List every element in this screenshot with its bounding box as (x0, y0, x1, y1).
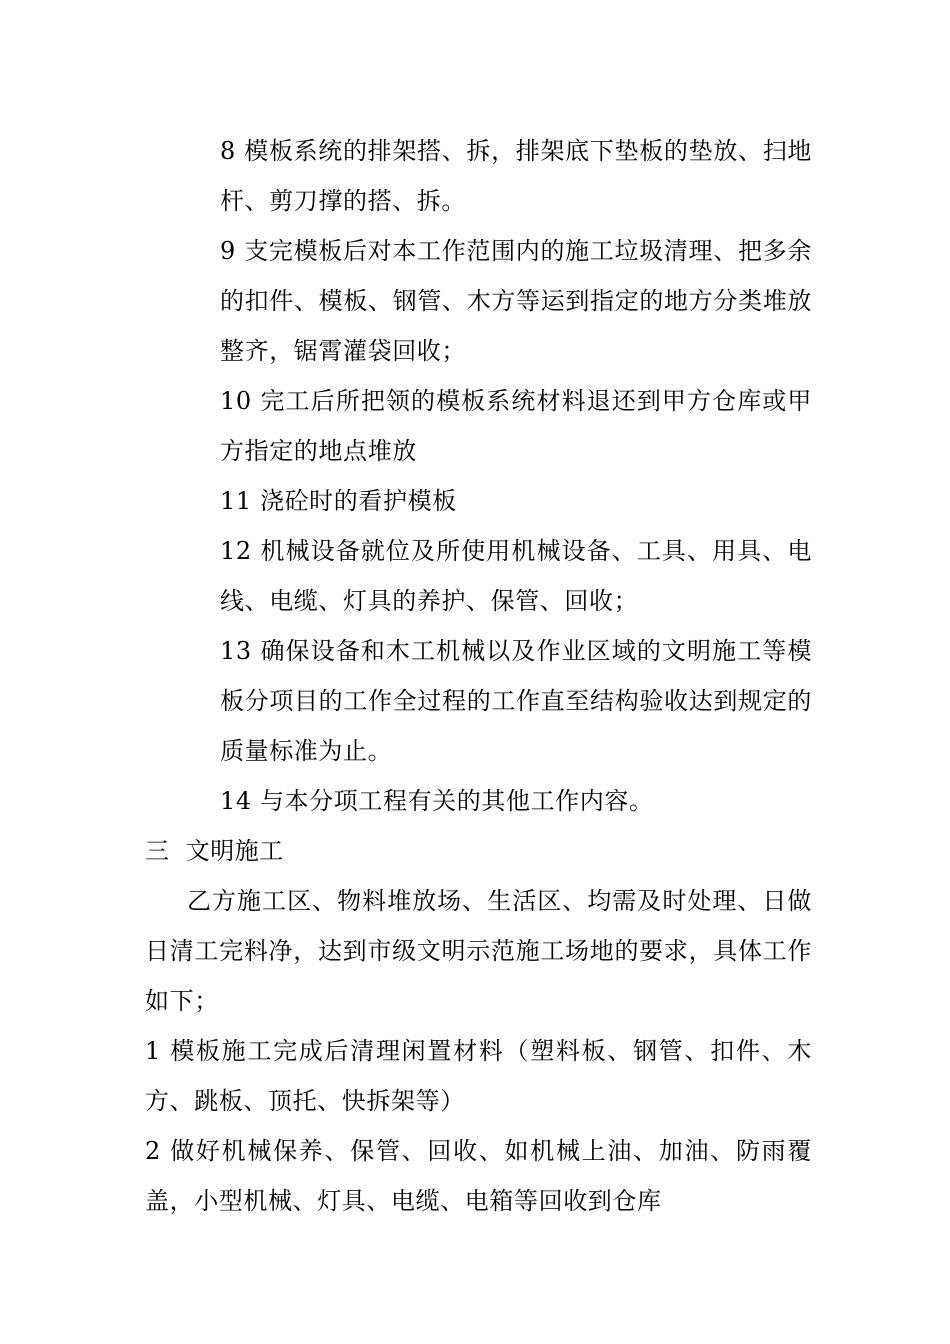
list-item-10: 10 完工后所把领的模板系统材料退还到甲方仓库或甲方指定的地点堆放 (220, 387, 812, 465)
list-item-8: 8 模板系统的排架搭、拆，排架底下垫板的垫放、扫地杆、剪刀撑的搭、拆。 (220, 137, 812, 215)
list-item-9: 9 支完模板后对本工作范围内的施工垃圾清理、把多余的扣件、模板、钢管、木方等运到指定的地方分类堆放整齐，锯霄灌袋回收； (220, 237, 812, 365)
section-item-2: 2 做好机械保养、保管、回收、如机械上油、加油、防雨覆盖，小型机械、灯具、电缆、电箱等回收到仓库 (145, 1137, 812, 1215)
list-item-11: 11 浇砼时的看护模板 (220, 487, 457, 515)
section-intro: 乙方施工区、物料堆放场、生活区、均需及时处理、日做日清工完料净，达到市级文明示范施工场地的要求，具体工作如下； (145, 887, 812, 1015)
list-item-14: 14 与本分项工程有关的其他工作内容。 (220, 787, 654, 815)
list-item-12: 12 机械设备就位及所使用机械设备、工具、用具、电线、电缆、灯具的养护、保管、回收； (220, 537, 812, 615)
section-heading: 三 文明施工 (145, 837, 284, 865)
list-item-13: 13 确保设备和木工机械以及作业区域的文明施工等模板分项目的工作全过程的工作直至结构验收达到规定的质量标准为止。 (220, 637, 812, 765)
section-item-1: 1 模板施工完成后清理闲置材料（塑料板、钢管、扣件、木方、跳板、顶托、快拆架等） (145, 1037, 812, 1115)
